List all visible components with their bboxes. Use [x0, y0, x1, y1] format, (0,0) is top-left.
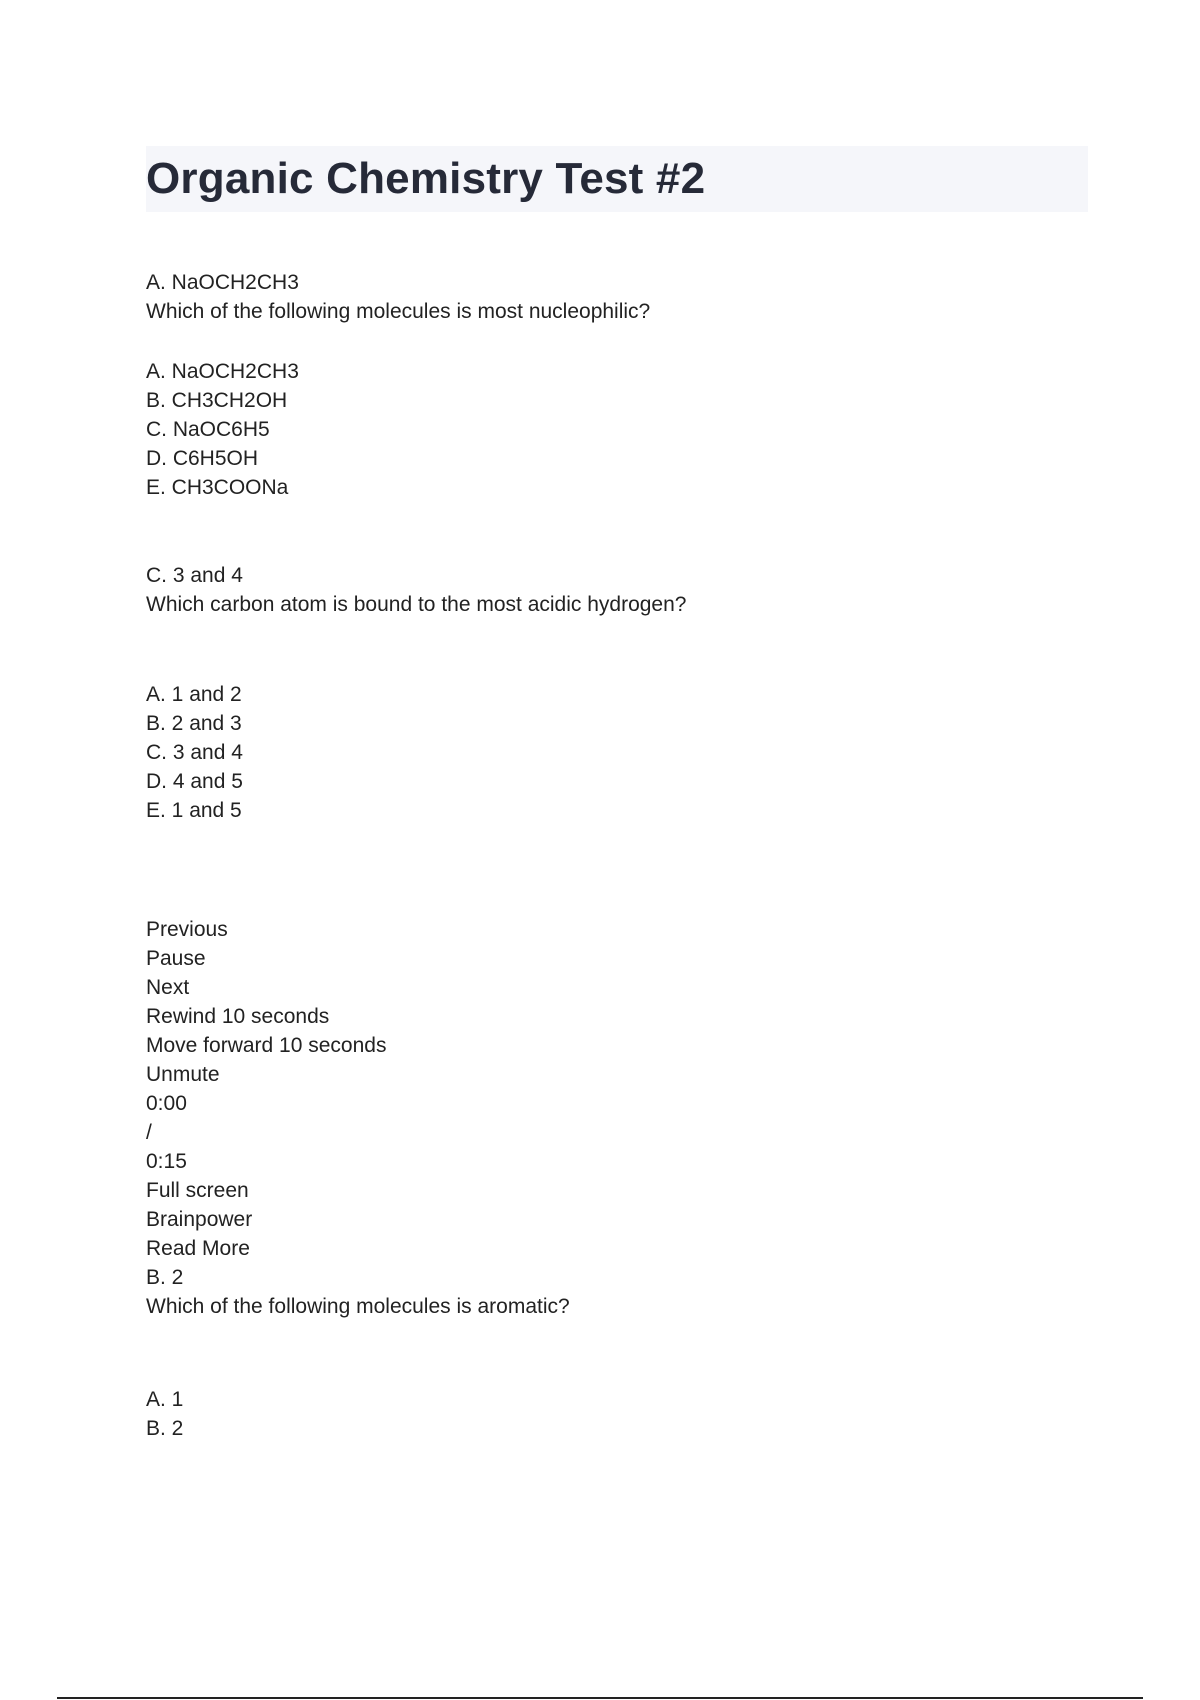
- question-1-answer: A. NaOCH2CH3: [146, 271, 299, 294]
- footer-divider: [57, 1697, 1143, 1699]
- question-1-option-c[interactable]: C. NaOC6H5: [146, 418, 270, 441]
- question-2-text: Which carbon atom is bound to the most acidic hydrogen?: [146, 593, 687, 616]
- fullscreen-button[interactable]: Full screen: [146, 1179, 249, 1202]
- question-1-header: [146, 268, 650, 326]
- question-2-options: [146, 680, 243, 825]
- media-player-controls: [146, 915, 570, 1321]
- unmute-button[interactable]: Unmute: [146, 1063, 220, 1086]
- question-2-answer: C. 3 and 4: [146, 564, 243, 587]
- question-1-option-a[interactable]: A. NaOCH2CH3: [146, 360, 299, 383]
- question-2-option-c[interactable]: C. 3 and 4: [146, 741, 243, 764]
- rewind-button[interactable]: Rewind 10 seconds: [146, 1005, 330, 1028]
- forward-button[interactable]: Move forward 10 seconds: [146, 1034, 387, 1057]
- question-2-option-d[interactable]: D. 4 and 5: [146, 770, 243, 793]
- page-title: Organic Chemistry Test #2: [146, 154, 706, 203]
- next-button[interactable]: Next: [146, 976, 190, 999]
- question-2-option-b[interactable]: B. 2 and 3: [146, 712, 242, 735]
- question-1-options: [146, 357, 299, 502]
- question-3-text: Which of the following molecules is aromatic?: [146, 1295, 570, 1318]
- read-more-link[interactable]: Read More: [146, 1237, 250, 1260]
- question-1-option-e[interactable]: E. CH3COONa: [146, 476, 289, 499]
- question-3-option-a[interactable]: A. 1: [146, 1388, 184, 1411]
- question-3-options: [146, 1385, 183, 1443]
- question-3-option-b[interactable]: B. 2: [146, 1417, 184, 1440]
- question-1-option-b[interactable]: B. CH3CH2OH: [146, 389, 288, 412]
- question-3-answer: B. 2: [146, 1266, 184, 1289]
- current-time: 0:00: [146, 1092, 187, 1115]
- previous-button[interactable]: Previous: [146, 918, 228, 941]
- question-1-option-d[interactable]: D. C6H5OH: [146, 447, 259, 470]
- brand-label: Brainpower: [146, 1208, 253, 1231]
- pause-button[interactable]: Pause: [146, 947, 206, 970]
- time-separator: /: [146, 1121, 152, 1144]
- question-1-text: Which of the following molecules is most nucleophilic?: [146, 300, 651, 323]
- question-2-option-e[interactable]: E. 1 and 5: [146, 799, 242, 822]
- question-2-header: [146, 561, 686, 619]
- duration: 0:15: [146, 1150, 187, 1173]
- question-2-option-a[interactable]: A. 1 and 2: [146, 683, 242, 706]
